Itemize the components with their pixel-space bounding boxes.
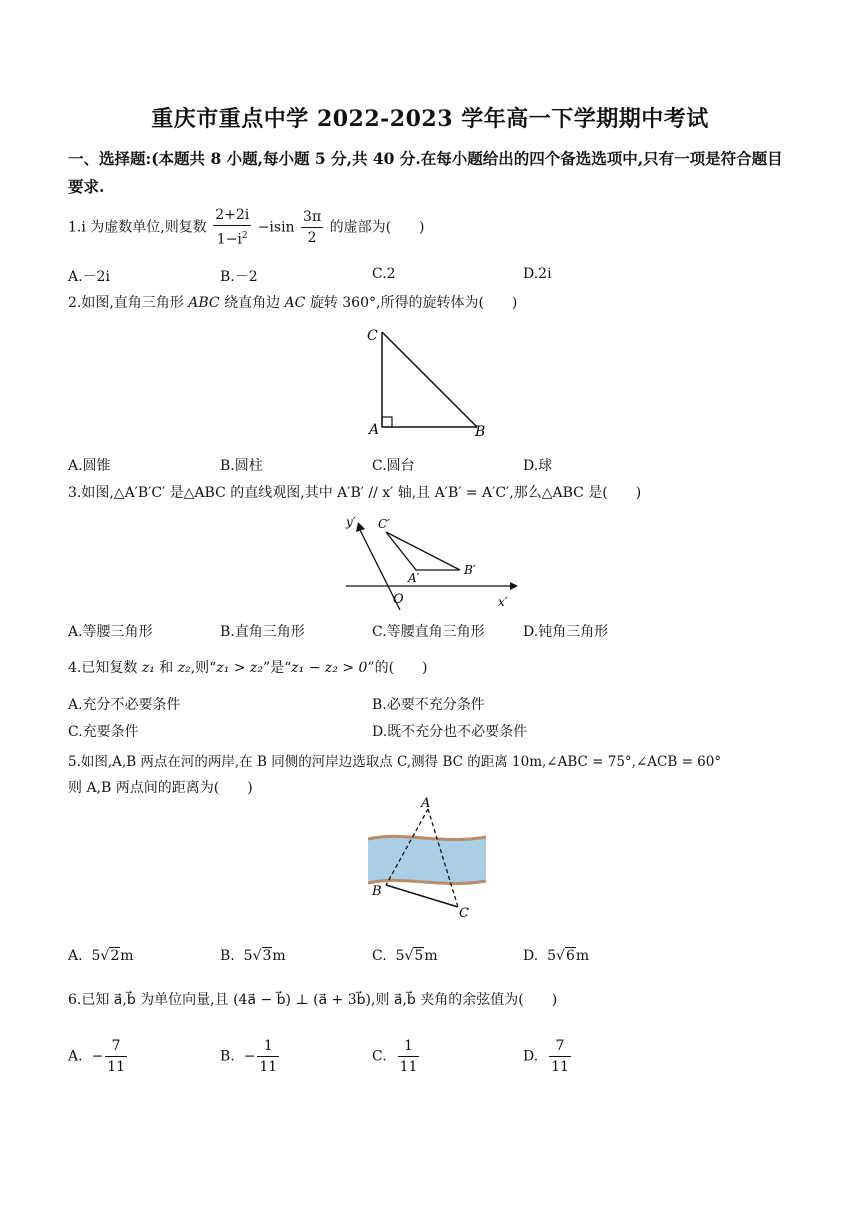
q4-option-d: D.既不充分也不必要条件 [372, 724, 528, 740]
q5-label-c: C [459, 906, 469, 920]
q3-label-c: C′ [378, 517, 390, 531]
q1-fraction-1 [213, 205, 251, 250]
q6-opt-c-frac [398, 1036, 420, 1077]
q1-option-b: B.－2 [220, 269, 258, 285]
q5-opt-a-coef: 5 [91, 948, 101, 964]
q5-opt-b-label: B. [220, 948, 235, 964]
section-heading: 一、选择题:(本题共 8 小题,每小题 5 分,共 40 分.在每小题给出的四个备选选项中,只有一项是符合题目要求. [68, 149, 783, 196]
q3-y-arrow [356, 522, 365, 532]
q6-option-d [523, 1036, 573, 1077]
q2-text-a: 2.如图,直角三角形 [68, 295, 189, 311]
q6-opt-b-sign: − [243, 1048, 256, 1065]
q5-label-a: A [421, 796, 431, 811]
q3-label-a: A′ [408, 571, 420, 585]
q6-opt-a-frac [105, 1036, 127, 1077]
q4-cond2: z₁ − z₂ > 0 [291, 660, 368, 676]
q5-opt-b-coef: 5 [243, 948, 253, 964]
q5-opt-c-unit: m [424, 948, 438, 964]
q4-and: 和 [154, 660, 178, 676]
q6-opt-b-label: B. [220, 1048, 235, 1065]
q2-label-c: C [367, 328, 378, 344]
question-2 [68, 292, 517, 312]
q5-opt-c-label: C. [372, 948, 387, 964]
q2-option-b: B.圆柱 [220, 458, 263, 474]
q5-opt-a-label: A. [68, 948, 83, 964]
q5-option-d: D. 5√6m [523, 948, 590, 964]
q3-option-d: D.钝角三角形 [523, 624, 609, 640]
question-4 [68, 657, 428, 677]
q6-opt-a-den: 11 [107, 1059, 126, 1075]
q1-frac2-den: 2 [307, 229, 317, 246]
q2-side-cb [382, 332, 477, 427]
q6-opt-d-label: D. [523, 1048, 539, 1065]
q6-opt-b-den: 11 [259, 1059, 278, 1075]
q3-option-b: B.直角三角形 [220, 624, 305, 640]
q5-opt-d-coef: 5 [547, 948, 557, 964]
q6-opt-d-den: 11 [551, 1059, 569, 1075]
q3-x-arrow [510, 582, 518, 590]
q4-mid2: ”是“ [262, 660, 292, 676]
q6-opt-a-sign: − [91, 1048, 104, 1065]
question-5-line-2: 则 A,B 两点间的距离为( ) [68, 780, 253, 796]
q1-prefix: 1.i 为虚数单位,则复数 [68, 219, 207, 236]
q2-right-angle-mark [382, 417, 392, 427]
q2-option-c: C.圆台 [372, 458, 415, 474]
q3-label-b: B′ [464, 563, 476, 577]
q6-opt-b-frac [257, 1036, 279, 1077]
q3-triangle [386, 532, 460, 570]
q6-opt-d-num: 7 [549, 1036, 571, 1057]
q4-prefix: 4.已知复数 [68, 660, 142, 676]
q5-option-a: A. 5√2m [68, 948, 134, 964]
q3-option-a: A.等腰三角形 [68, 624, 153, 640]
q6-option-b [220, 1036, 281, 1077]
q4-z2: z₂ [177, 660, 191, 676]
q2-label-b: B [475, 424, 486, 440]
q5-opt-a-unit: m [120, 948, 134, 964]
q5-label-b: B [372, 884, 382, 899]
q6-option-c [372, 1036, 421, 1077]
q2-ac: AC [284, 295, 306, 311]
q1-frac1-den-base: 1−i [216, 231, 242, 248]
q5-river [368, 836, 486, 883]
q1-mid: −isin [257, 219, 295, 236]
q5-opt-c-rad: 5 [414, 948, 424, 964]
q2-option-d: D.球 [523, 458, 553, 474]
q1-frac1-num: 2+2i [213, 205, 251, 226]
q5-option-c: C. 5√5m [372, 948, 438, 964]
q5-line-bc [386, 885, 458, 907]
q1-option-a: A.－2i [68, 269, 110, 285]
q3-axes-figure [338, 510, 528, 619]
q1-fraction-2 [301, 207, 323, 248]
q6-opt-c-label: C. [372, 1048, 387, 1065]
q2-label-a: A [369, 422, 380, 438]
q1-frac1-den-exp: 2 [241, 231, 248, 241]
q4-suffix: ”的( ) [367, 660, 428, 676]
q6-opt-b-num: 1 [257, 1036, 279, 1057]
question-3: 3.如图,△A′B′C′ 是△ABC 的直线观图,其中 A′B′ // x′ 轴,且 A′B′ = A′C′,那么△ABC 是( ) [68, 485, 642, 501]
q3-label-y: y′ [346, 515, 356, 529]
question-5-line-1: 5.如图,A,B 两点在河的两岸,在 B 同侧的河岸边选取点 C,测得 BC 的距离 10m,∠ABC = 75°,∠ACB = 60° [68, 754, 722, 770]
q5-opt-a-rad: 2 [110, 948, 120, 964]
q4-mid: ,则“ [190, 660, 217, 676]
q2-option-a: A.圆锥 [68, 458, 111, 474]
q1-option-d: D.2i [523, 266, 552, 282]
q3-label-o: O [393, 592, 404, 607]
q5-opt-d-rad: 6 [565, 948, 575, 964]
q6-opt-a-label: A. [68, 1048, 83, 1065]
q2-text-b: 绕直角边 [219, 295, 285, 311]
q6-opt-c-den: 11 [399, 1059, 418, 1075]
q6-opt-a-num: 7 [105, 1036, 127, 1057]
q4-cond1: z₁ > z₂ [216, 660, 263, 676]
q4-z1: z₁ [141, 660, 155, 676]
q5-river-figure [362, 795, 492, 924]
q5-opt-b-rad: 3 [262, 948, 272, 964]
q5-opt-b-unit: m [272, 948, 286, 964]
question-6: 6.已知 a⃗,b⃗ 为单位向量,且 (4a⃗ − b⃗) ⊥ (a⃗ + 3b⃗),则 a⃗,b⃗ 夹角的余弦值为( ) [68, 992, 558, 1008]
q2-abc: ABC [188, 295, 220, 311]
q5-opt-d-label: D. [523, 948, 539, 964]
q4-option-c: C.充要条件 [68, 724, 139, 740]
q5-option-b: B. 5√3m [220, 948, 286, 964]
page-title: 重庆市重点中学 2022-2023 学年高一下学期期中考试 [151, 106, 709, 132]
q2-triangle-figure [362, 322, 502, 446]
q6-opt-c-num: 1 [398, 1036, 420, 1057]
q4-option-a: A.充分不必要条件 [68, 697, 181, 713]
q6-option-a [68, 1036, 129, 1077]
q4-option-b: B.必要不充分条件 [372, 697, 485, 713]
question-1 [68, 205, 425, 250]
q1-suffix: 的虚部为( ) [329, 219, 425, 236]
q2-text-c: 旋转 360°,所得的旋转体为( ) [305, 295, 518, 311]
q1-frac1-den [213, 226, 251, 250]
q5-opt-c-coef: 5 [395, 948, 405, 964]
q1-option-c: C.2 [372, 266, 396, 282]
q3-option-c: C.等腰直角三角形 [372, 624, 485, 640]
q5-opt-d-unit: m [575, 948, 590, 964]
q1-frac2-num: 3π [301, 207, 323, 228]
q6-opt-d-frac [549, 1036, 571, 1077]
q3-label-x: x′ [498, 595, 508, 609]
